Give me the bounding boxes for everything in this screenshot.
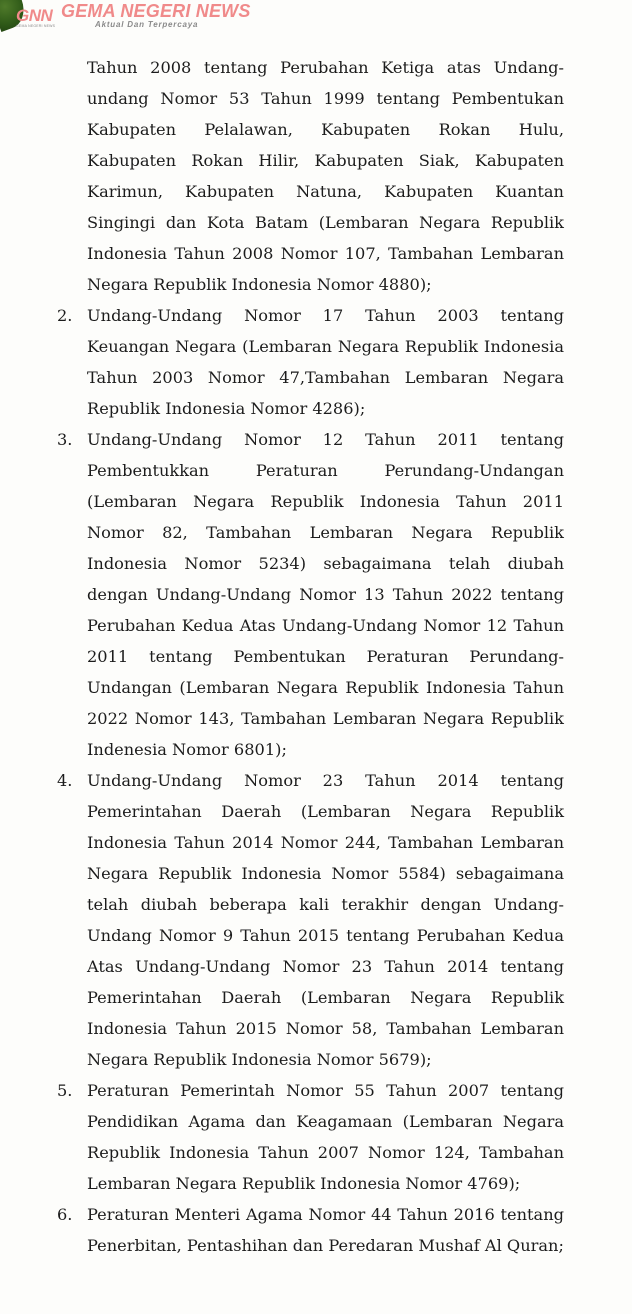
list-text: Undang-Undang Nomor 17 Tahun 2003 tentang Keuangan Negara (Lembaran Negara Republik Indonesia Tahun 2003 Nomor 47,Tambahan Lembaran Negara Republik Indonesia Nomor 4286); bbox=[87, 306, 564, 418]
logo-subtext: GEMA NEGERI NEWS bbox=[16, 24, 56, 28]
list-text: Peraturan Pemerintah Nomor 55 Tahun 2007 tentang Pendidikan Agama dan Keagamaan (Lembaran Negara Republik Indonesia Tahun 2007 Nomor 124, Tambahan Lembaran Negara Republik Indonesia Nomor 4769); bbox=[87, 1081, 564, 1193]
list-text: Peraturan Menteri Agama Nomor 44 Tahun 2016 tentang Penerbitan, Pentashihan dan Peredaran Mushaf Al Quran; bbox=[87, 1205, 564, 1255]
list-number: 6. bbox=[57, 1205, 73, 1224]
list-number: 4. bbox=[57, 771, 73, 790]
continuation-paragraph: Tahun 2008 tentang Perubahan Ketiga atas Undang-undang Nomor 53 Tahun 1999 tentang Pembentukan Kabupaten Pelalawan, Kabupaten Rokan Hulu, Kabupaten Rokan Hilir, Kabupaten Siak, Kabupaten Karimun, Kabupaten Natuna, Kabupaten Kuantan Singingi dan Kota Batam (Lembaran Negara Republik Indonesia Tahun 2008 Nomor 107, Tambahan Lembaran Negara Republik Indonesia Nomor 4880); bbox=[87, 58, 564, 294]
list-item bbox=[57, 1075, 564, 1199]
site-header bbox=[0, 0, 632, 34]
list-number: 3. bbox=[57, 430, 73, 449]
list-item bbox=[57, 765, 564, 1075]
list-item bbox=[57, 424, 564, 765]
list-number: 2. bbox=[57, 306, 73, 325]
list-item bbox=[57, 1199, 564, 1261]
document-body bbox=[57, 52, 564, 1261]
brand-tagline: Aktual Dan Terpercaya bbox=[95, 20, 199, 29]
logo-abbr: GNN bbox=[16, 6, 53, 25]
list-number: 5. bbox=[57, 1081, 73, 1100]
list-text: Undang-Undang Nomor 12 Tahun 2011 tentang Pembentukkan Peraturan Perundang-Undangan (Lembaran Negara Republik Indonesia Tahun 2011 Nomor 82, Tambahan Lembaran Negara Republik Indonesia Nomor 5234) sebagaimana telah diubah dengan Undang-Undang Nomor 13 Tahun 2022 tentang Perubahan Kedua Atas Undang-Undang Nomor 12 Tahun 2011 tentang Pembentukan Peraturan Perundang-Undangan (Lembaran Negara Republik Indonesia Tahun 2022 Nomor 143, Tambahan Lembaran Negara Republik Indenesia Nomor 6801); bbox=[87, 430, 564, 759]
list-item bbox=[57, 300, 564, 424]
brand-name: GEMA NEGERI NEWS bbox=[61, 1, 251, 21]
list-text: Undang-Undang Nomor 23 Tahun 2014 tentang Pemerintahan Daerah (Lembaran Negara Republik Indonesia Tahun 2014 Nomor 244, Tambahan Lembaran Negara Republik Indonesia Nomor 5584) sebagaimana telah diubah beberapa kali terakhir dengan Undang-Undang Nomor 9 Tahun 2015 tentang Perubahan Kedua Atas Undang-Undang Nomor 23 Tahun 2014 tentang Pemerintahan Daerah (Lembaran Negara Republik Indonesia Tahun 2015 Nomor 58, Tambahan Lembaran Negara Republik Indonesia Nomor 5679); bbox=[87, 771, 564, 1069]
